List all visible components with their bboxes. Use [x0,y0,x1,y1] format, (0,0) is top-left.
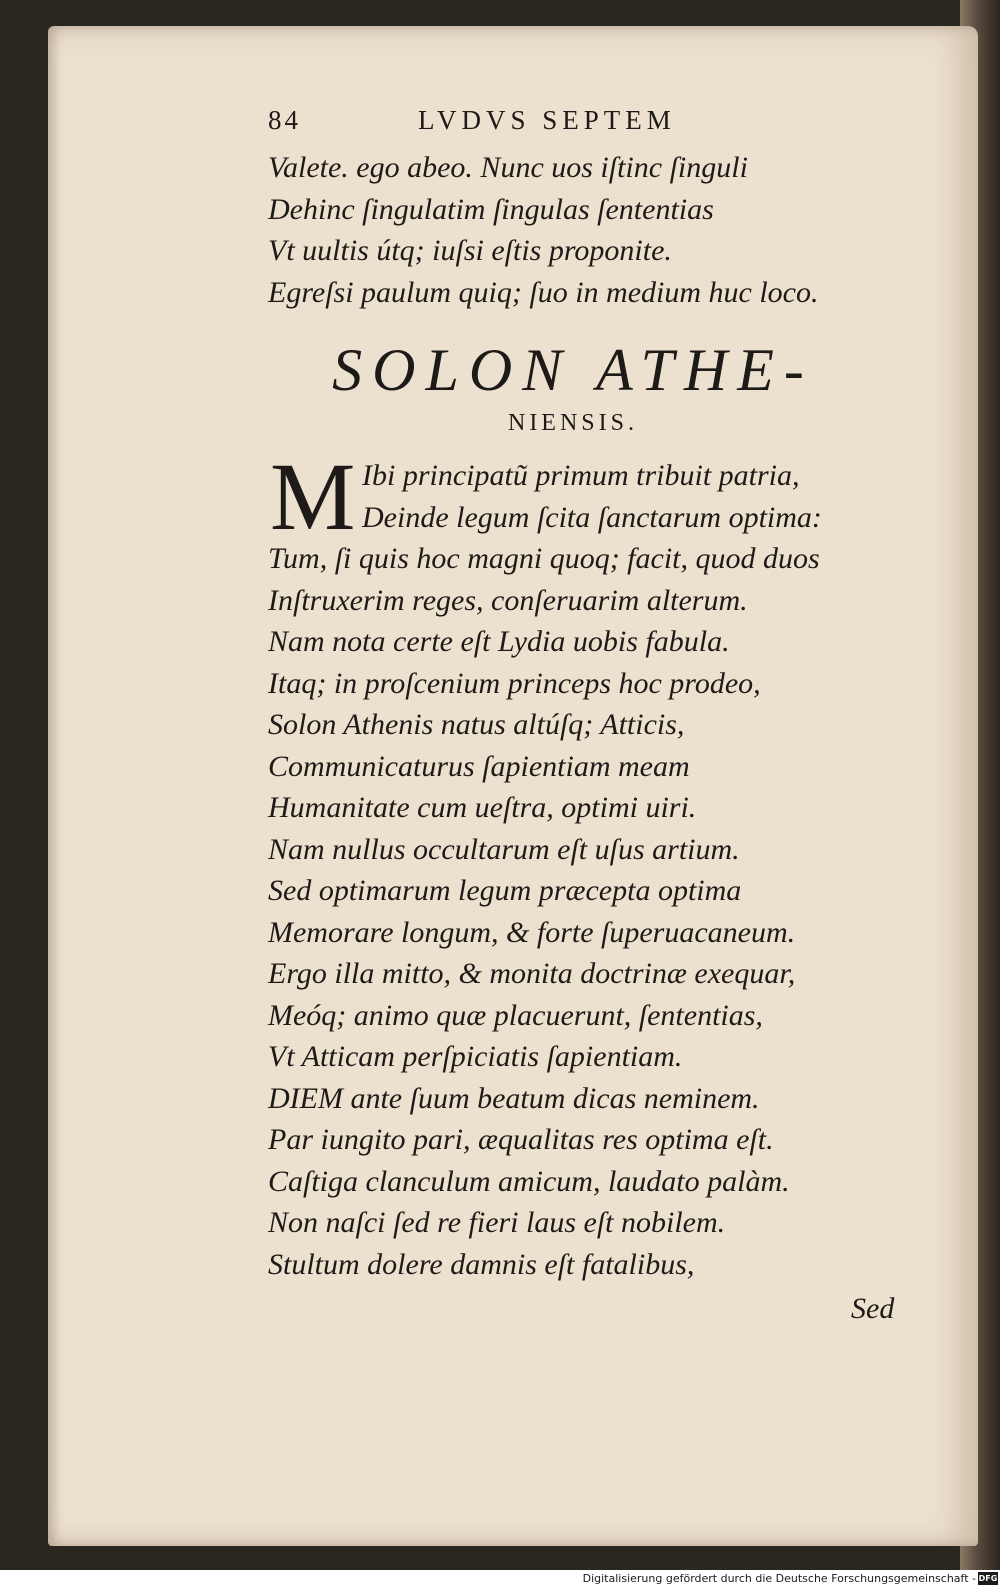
verse-line: Memorare longum, & forte ſuperuacaneum. [268,915,796,949]
verse-line: Vt uultis útq; iuſsi eſtis proponite. [268,234,672,267]
page-text-block [268,105,918,1285]
dfg-logo-icon: DFG [978,1574,998,1583]
verse-line: Non naſci ſed re fieri laus eſt nobilem. [268,1206,726,1239]
verse-line: Par iungito pari, æqualitas res optima eſt. [268,1123,774,1156]
verse-line: DIEM ante ſuum beatum dicas neminem. [268,1081,760,1115]
funding-credit: Digitalisierung gefördert durch die Deutsche Forschungsgemeinschaft - [582,1572,976,1585]
opening-verse [268,147,918,313]
verse-line: Valete. ego abeo. Nunc uos iſtinc ſinguli [268,151,748,184]
verse-line: Caſtiga clanculum amicum, laudato palàm. [268,1164,790,1198]
verse-line: Sed optimarum legum præcepta optima [268,874,742,907]
verse-line: Deinde legum ſcita ſanctarum optima: [362,500,822,534]
digitization-footer [0,1570,1000,1588]
running-head [268,105,918,147]
verse-line: Vt Atticam perſpiciatis ſapientiam. [268,1040,683,1073]
verse-line: Egreſsi paulum quiq; ſuo in medium huc loco. [268,275,819,309]
verse-line: Itaq; in proſcenium princeps hoc prodeo, [268,666,761,700]
verse-line: Dehinc ſingulatim ſingulas ſententias [268,192,714,226]
section-body [268,538,918,1285]
verse-line: Nam nullus occultarum eſt uſus artium. [268,832,740,866]
verse-line: Ergo illa mitto, & monita doctrinæ exequar, [268,957,796,990]
verse-line: Ibi principatũ primum tribuit patria, [362,459,800,492]
verse-line: Meóq; animo quæ placuerunt, ſententias, [268,998,763,1032]
verse-line: Inſtruxerim reges, conſeruarim alterum. [268,583,748,617]
section-subheading: NIENSIS. [507,410,638,436]
verse-line: Nam nota certe eſt Lydia uobis fabula. [268,625,730,658]
running-title: LVDVS SEPTEM [418,105,676,135]
section-heading: SOLON ATHE- [332,337,814,403]
catchword: Sed [851,1292,895,1325]
drop-initial: M [270,443,356,550]
verse-line: Communicaturus ſapientiam meam [268,749,690,783]
verse-line: Stultum dolere damnis eſt fatalibus, [268,1247,695,1281]
verse-line: Tum, ſi quis hoc magni quoq; facit, quod duos [268,542,820,575]
verse-line: Solon Athenis natus altúſq; Atticis, [268,708,685,741]
page-number: 84 [268,105,301,135]
drop-cap-paragraph [268,443,918,550]
verse-line: Humanitate cum ueſtra, optimi uiri. [268,791,697,824]
